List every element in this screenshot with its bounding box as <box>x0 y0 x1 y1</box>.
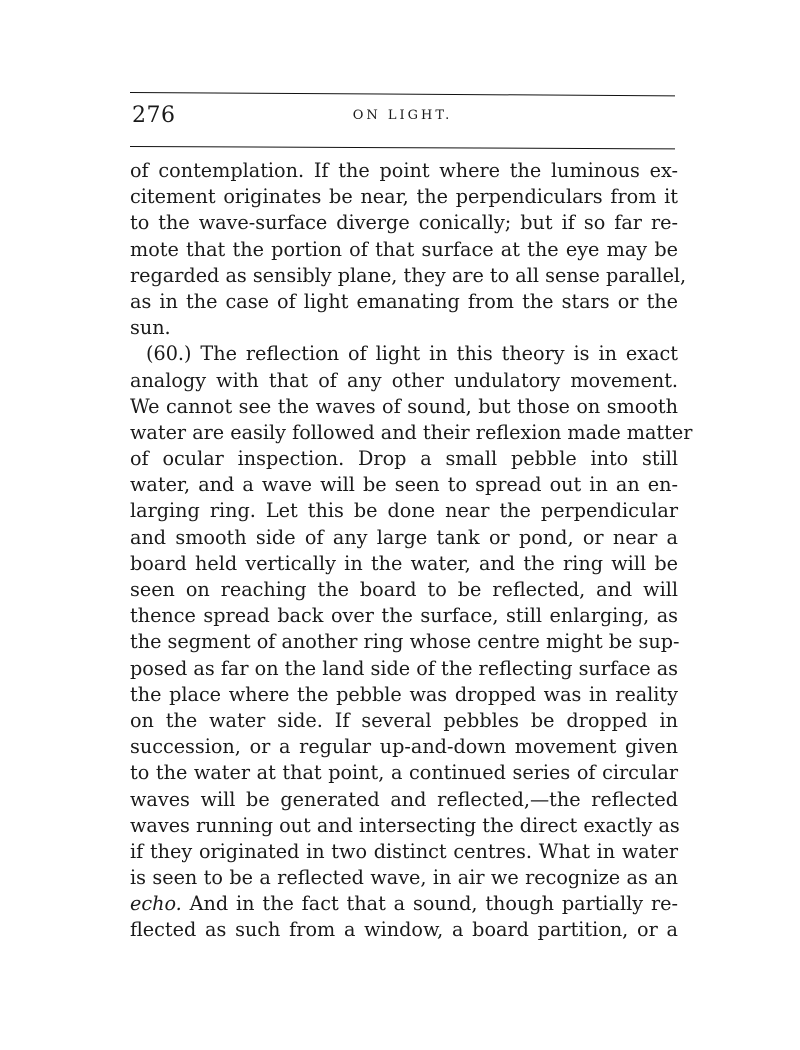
page-number: 276 <box>132 103 176 128</box>
text-line: water, and a wave will be seen to spread out in an en- <box>130 473 678 497</box>
page-body <box>130 158 693 944</box>
echo-rest: And in the fact that a sound, though partially re- <box>181 892 678 916</box>
header-rule-top <box>130 92 675 96</box>
text-line: on the water side. If several pebbles be dropped in <box>130 708 678 732</box>
text-line: to the water at that point, a continued series of circular <box>130 761 678 785</box>
text-line: (60.) The reflection of light in this theory is in exact <box>146 342 678 366</box>
header-rule-bottom <box>130 146 675 149</box>
text-line: the segment of another ring whose centre might be sup- <box>130 630 680 654</box>
text-line: waves will be generated and reflected,—the reflected <box>130 787 678 811</box>
text-line: analogy with that of any other undulatory movement. <box>130 368 678 392</box>
text-line: seen on reaching the board to be reflected, and will <box>130 578 678 601</box>
text-line: as in the case of light emanating from the stars or the <box>130 289 678 313</box>
text-line: We cannot see the waves of sound, but those on smooth <box>130 394 678 418</box>
text-line: water are easily followed and their reflexion made matter <box>130 420 693 444</box>
text-line: flected as such from a window, a board partition, or a <box>130 918 678 942</box>
text-line: citement originates be near, the perpendiculars from it <box>130 185 678 209</box>
text-line: waves running out and intersecting the direct exactly as <box>130 813 680 837</box>
text-line: regarded as sensibly plane, they are to all sense parallel, <box>130 263 687 287</box>
text-line: mote that the portion of that surface at the eye may be <box>130 237 678 261</box>
text-line-echo <box>130 891 678 917</box>
text-line: sun. <box>130 316 171 340</box>
text-line: larging ring. Let this be done near the perpendicular <box>130 499 678 523</box>
paragraph-60 <box>130 341 693 943</box>
text-line: is seen to be a reflected wave, in air we recognize as an <box>130 866 678 890</box>
text-line: if they originated in two distinct centres. What in water <box>130 839 678 863</box>
text-line: and smooth side of any large tank or pond, or near a <box>130 525 678 549</box>
running-title: ON LIGHT. <box>352 108 453 123</box>
text-line: of ocular inspection. Drop a small pebble into still <box>130 447 678 471</box>
text-line: posed as far on the land side of the reflecting surface as <box>130 656 678 680</box>
text-line: thence spread back over the surface, still enlarging, as <box>130 604 678 628</box>
page-header <box>130 103 675 131</box>
paragraph-continuation <box>130 158 687 341</box>
text-line: succession, or a regular up-and-down movement given <box>130 735 678 759</box>
text-line: the place where the pebble was dropped was in reality <box>130 682 678 706</box>
text-line: board held vertically in the water, and the ring will be <box>130 551 678 575</box>
text-line: to the wave-surface diverge conically; but if so far re- <box>130 211 678 235</box>
echo-word: echo. <box>130 892 182 916</box>
text-line: of contemplation. If the point where the luminous ex- <box>130 159 678 182</box>
